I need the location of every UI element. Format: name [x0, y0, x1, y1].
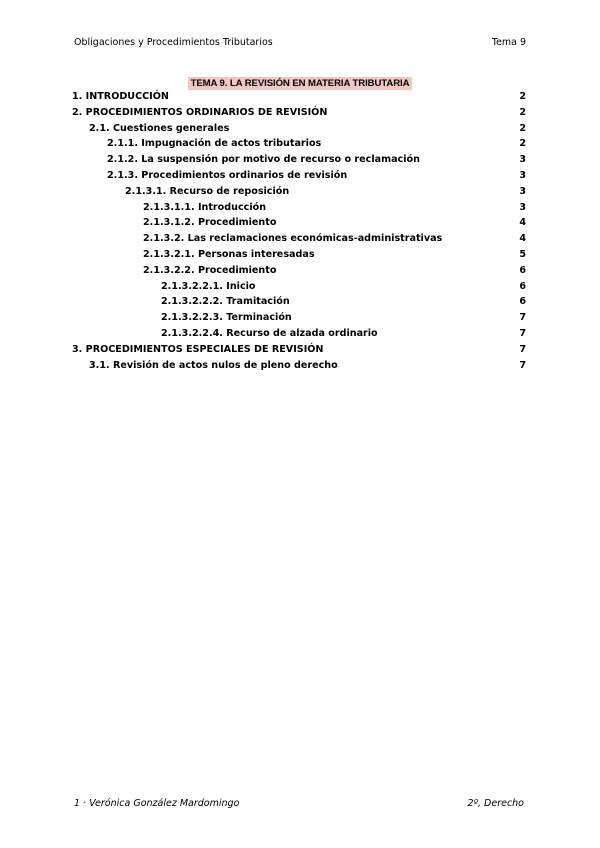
- header-course-title: Obligaciones y Procedimientos Tributarios: [74, 37, 273, 48]
- toc-entry-label: 2.1.3.1. Recurso de reposición: [125, 185, 290, 197]
- toc-entry-page: 5: [519, 248, 526, 260]
- toc-entry-label: 2.1.3.1.1. Introducción: [143, 201, 267, 213]
- toc-entry-page: 4: [519, 233, 526, 245]
- toc-entry-page: 2: [519, 91, 526, 102]
- toc-entry[interactable]: [72, 154, 526, 170]
- toc-entry-page: 3: [519, 154, 526, 166]
- toc-entry[interactable]: [72, 265, 526, 281]
- page-header: [74, 37, 526, 49]
- footer-course: 2º, Derecho: [467, 798, 524, 809]
- toc-entry[interactable]: [72, 217, 526, 233]
- toc-entry[interactable]: [72, 233, 526, 249]
- toc-entry-label: 2.1.3.2.1. Personas interesadas: [143, 248, 315, 260]
- toc-entry-label: 2.1.3.2.2.3. Terminación: [161, 312, 292, 324]
- document-title: TEMA 9. LA REVISIÓN EN MATERIA TRIBUTARIA: [188, 77, 413, 90]
- toc-entry-label: 2.1.3.2.2. Procedimiento: [143, 264, 277, 276]
- toc-entry[interactable]: [72, 328, 526, 344]
- toc-entry-label: 1. INTRODUCCIÓN: [72, 91, 169, 102]
- toc-entry[interactable]: [72, 344, 526, 360]
- toc-entry-page: 6: [519, 264, 526, 276]
- toc-entry-label: 2.1.3. Procedimientos ordinarios de revisión: [107, 169, 348, 181]
- toc-entry-page: 7: [519, 359, 526, 371]
- toc-entry-label: 2.1.2. La suspensión por motivo de recurso o reclamación: [107, 154, 420, 166]
- toc-entry-label: 2.1.1. Impugnación de actos tributarios: [107, 138, 322, 150]
- toc-entry-page: 6: [519, 296, 526, 308]
- toc-entry-label: 2.1. Cuestiones generales: [89, 122, 230, 134]
- toc-entry-label: 2. PROCEDIMIENTOS ORDINARIOS DE REVISIÓN: [72, 106, 328, 118]
- toc-entry-label: 2.1.3.2.2.4. Recurso de alzada ordinario: [161, 327, 378, 339]
- toc-entry-page: 6: [519, 280, 526, 292]
- toc-entry-page: 2: [519, 122, 526, 134]
- toc-entry-page: 4: [519, 217, 526, 229]
- footer-author: 1 · Verónica González Mardomingo: [74, 798, 240, 809]
- toc-entry[interactable]: [72, 186, 526, 202]
- toc-entry-page: 7: [519, 343, 526, 355]
- page-footer: [74, 798, 524, 810]
- toc-entry-label: 2.1.3.2.2.1. Inicio: [161, 280, 256, 292]
- toc-entry[interactable]: [72, 123, 526, 139]
- toc-entry-label: 3.1. Revisión de actos nulos de pleno derecho: [89, 359, 338, 371]
- toc-entry-page: 3: [519, 201, 526, 213]
- toc-entry[interactable]: [72, 312, 526, 328]
- toc-entry-page: 3: [519, 185, 526, 197]
- toc-entry-page: 7: [519, 312, 526, 324]
- toc-entry[interactable]: [72, 138, 526, 154]
- toc-entry-page: 2: [519, 138, 526, 150]
- toc-entry[interactable]: [72, 170, 526, 186]
- title-container: [0, 71, 600, 90]
- toc-entry[interactable]: [72, 360, 526, 376]
- toc-entry[interactable]: [72, 202, 526, 218]
- toc-entry[interactable]: [72, 107, 526, 123]
- toc-entry-label: 3. PROCEDIMIENTOS ESPECIALES DE REVISIÓN: [72, 343, 324, 355]
- toc-entry-page: 7: [519, 327, 526, 339]
- table-of-contents: [72, 91, 526, 375]
- toc-entry-label: 2.1.3.2. Las reclamaciones económicas-administrativas: [143, 233, 443, 245]
- toc-entry[interactable]: [72, 249, 526, 265]
- toc-entry-label: 2.1.3.1.2. Procedimiento: [143, 217, 277, 229]
- toc-entry[interactable]: [72, 296, 526, 312]
- toc-entry[interactable]: [72, 281, 526, 297]
- toc-entry[interactable]: [72, 91, 526, 107]
- toc-entry-page: 2: [519, 106, 526, 118]
- toc-entry-page: 3: [519, 169, 526, 181]
- toc-entry-label: 2.1.3.2.2.2. Tramitación: [161, 296, 290, 308]
- header-topic: Tema 9: [491, 37, 526, 48]
